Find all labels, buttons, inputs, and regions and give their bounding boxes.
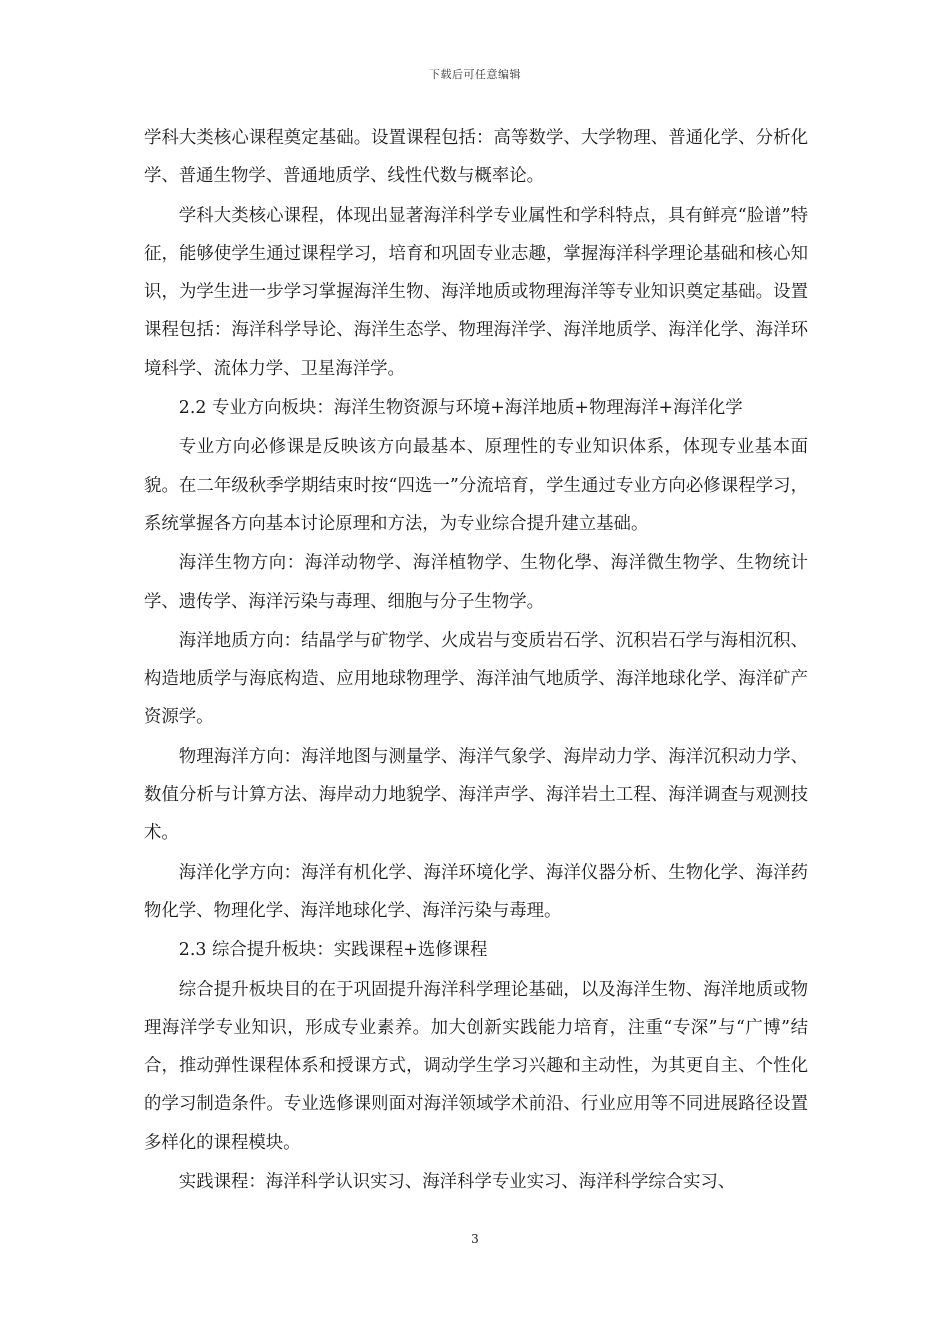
paragraph-marine-biology: 海洋生物方向：海洋动物学、海洋植物学、生物化學、海洋微生物学、生物统计学、遗传学、海洋污染与毒理、细胞与分子生物学。 (144, 553, 808, 612)
section-heading-2-2: 2.2 专业方向板块：海洋生物资源与环境+海洋地质+物理海洋+海洋化学 (178, 398, 743, 419)
paragraph-practice-courses: 实践课程：海洋科学认识实习、海洋科学专业实习、海洋科学综合实习、 (178, 1172, 736, 1193)
paragraph-marine-chemistry: 海洋化学方向：海洋有机化学、海洋环境化学、海洋仪器分析、生物化学、海洋药物化学、物理化学、海洋地球化学、海洋污染与毒理。 (144, 862, 808, 921)
paragraph-2: 学科大类核心课程，体现出显著海洋科学专业属性和学科特点，具有鲜亮“脸谱”特征，能够使学生通过课程学习，培育和巩固专业志趣，掌握海洋科学理论基础和核心知识，为学生进一步学习掌握海洋生物、海洋地质或物理海洋等专业知识奠定基础。设置课程包括：海洋科学导论、海洋生态学、物理海洋学、海洋地质学、海洋化学、海洋环境科学、流体力学、卫星海洋学。 (144, 205, 808, 379)
paragraph-3: 专业方向必修课是反映该方向最基本、原理性的专业知识体系，体现专业基本面貌。在二年级秋季学期结束时按“四选一”分流培育，学生通过专业方向必修课程学习，系统掌握各方向基本讨论原理和方法，为专业综合提升建立基础。 (144, 437, 808, 534)
paragraph-physical-oceanography: 物理海洋方向：海洋地图与测量学、海洋气象学、海岸动力学、海洋沉积动力学、数值分析与计算方法、海岸动力地貌学、海洋声学、海洋岩土工程、海洋调查与观测技术。 (144, 746, 808, 844)
section-heading-2-3: 2.3 综合提升板块：实践课程+选修课程 (178, 940, 488, 961)
paragraph-comprehensive: 综合提升板块目的在于巩固提升海洋科学理论基础，以及海洋生物、海洋地质或物理海洋学专业知识，形成专业素养。加大创新实践能力培育，注重“专深”与“广博”结合，推动弹性课程体系和授课方式，调动学生学习兴趣和主动性，为其更自主、个性化的学习制造条件。专业选修课则面对海洋领域学术前沿、行业应用等不同进展路径设置多样化的课程模块。 (144, 979, 808, 1153)
page-number: 3 (471, 1232, 479, 1246)
document-body (144, 119, 808, 1202)
paragraph-1: 学科大类核心课程奠定基础。设置课程包括：高等数学、大学物理、普通化学、分析化学、普通生物学、普通地质学、线性代数与概率论。 (144, 128, 808, 187)
page-header: 下载后可任意编辑 (429, 68, 521, 81)
paragraph-marine-geology: 海洋地质方向：结晶学与矿物学、火成岩与变质岩石学、沉积岩石学与海相沉积、构造地质学与海底构造、应用地球物理学、海洋油气地质学、海洋地球化学、海洋矿产资源学。 (144, 630, 808, 728)
